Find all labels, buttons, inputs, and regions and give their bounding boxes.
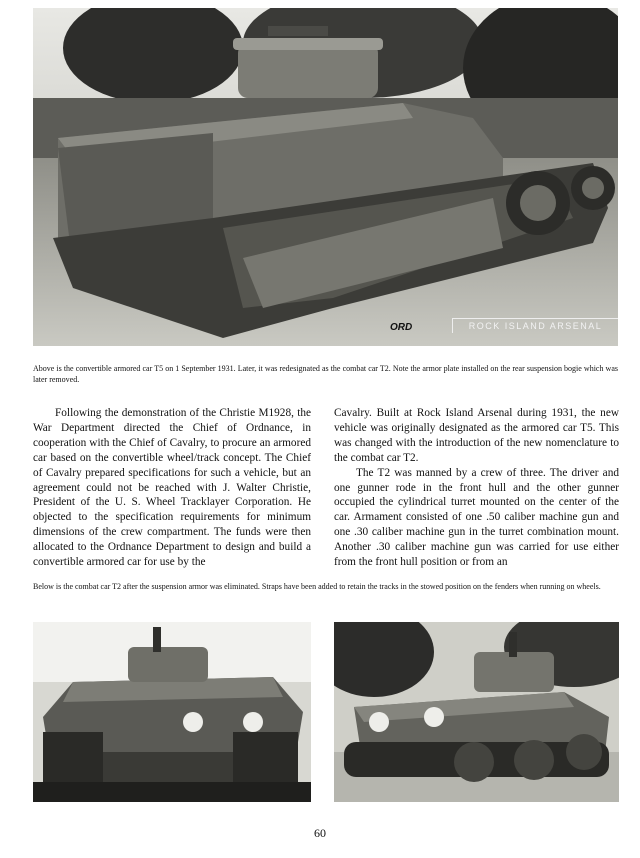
photo-combat-car-t2-front — [33, 622, 311, 802]
body-column-left — [33, 406, 311, 570]
page-number: 60 — [314, 826, 326, 840]
paragraph-crew-armament: The T2 was manned by a crew of three. The driver and one gunner rode in the front hull and the other gunner occupied the cylindrical turret mounted on the center of the car. Armament consisted of one .50 caliber machine gun and one .30 caliber machine gun in the turret combination mount. Another .30 caliber machine gun was carried for use either from the front hull position or from an — [334, 466, 619, 569]
photo-combat-car-t2-side — [334, 622, 619, 802]
paragraph-christie-demonstration: Following the demonstration of the Christie M1928, the War Department directed the Chief of Ordnance, in cooperation with the Chief of Cavalry, to procure an armored car based on the convertible wheel/track concept. The Chief of Cavalry prepared specifications for such a vehicle, but an agreement could not be reached with J. Walter Christie, President of the U. S. Wheel Tracklayer Corporation. He objected to the specification requirements for minimum dimensions of the crew compartment. The funds were then allocated to the Ordnance Department to design and build a convertible armored car for use by the — [33, 407, 311, 569]
photo-plate-rock-island: ROCK ISLAND ARSENAL — [452, 318, 618, 333]
caption-top: Above is the convertible armored car T5 on 1 September 1931. Later, it was redesignated as the combat car T2. Note the armor plate installed on the rear suspension bogie which was later removed. — [33, 364, 618, 384]
photo-armored-car-t5 — [33, 8, 618, 346]
body-column-right — [334, 406, 619, 570]
paragraph-rock-island-arsenal: Cavalry. Built at Rock Island Arsenal during 1931, the new vehicle was originally designated as the armored car T5. This was changed with the introduction of the new nomenclature to the combat car T2. — [334, 407, 619, 464]
caption-bottom: Below is the combat car T2 after the suspension armor was eliminated. Straps have been added to retain the tracks in the stowed position on the fenders when running on wheels. — [33, 582, 601, 591]
photo-stamp-ord: ORD — [390, 322, 413, 333]
